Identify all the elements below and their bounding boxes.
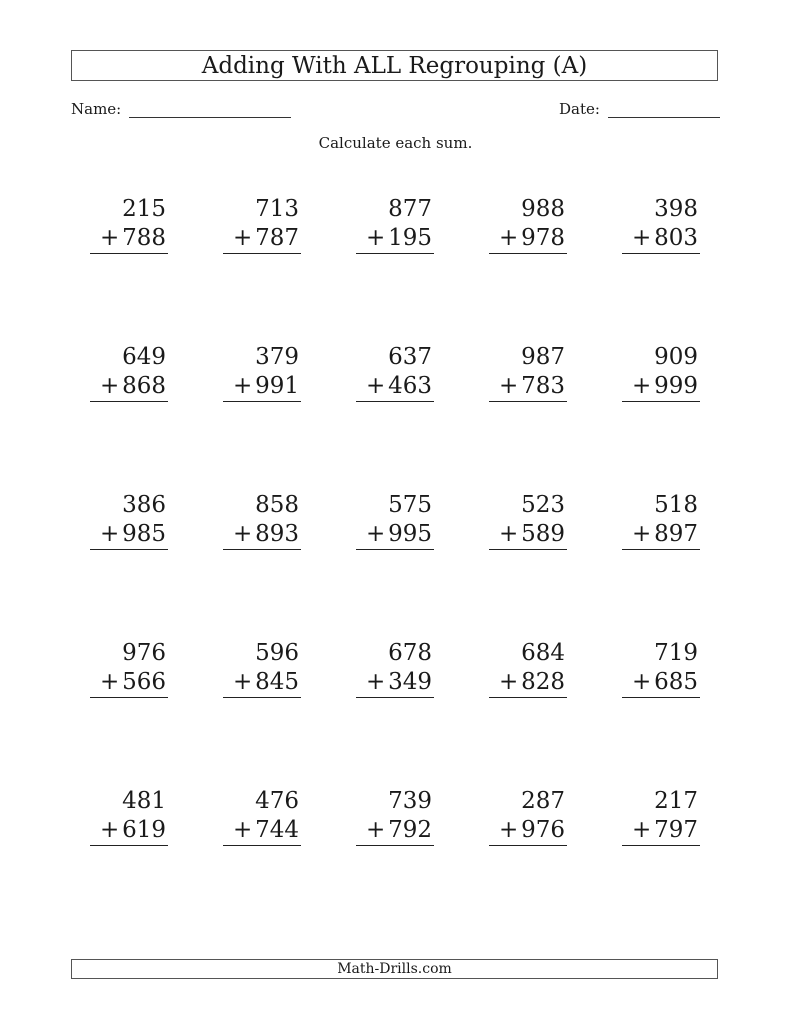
addend-bottom: 893 (255, 521, 299, 547)
addition-problem (489, 343, 567, 491)
addend-bottom: 463 (388, 373, 432, 399)
addend-top: 287 (521, 788, 565, 814)
addend-bottom: 349 (388, 669, 432, 695)
plus-sign: + (366, 521, 386, 547)
addend-top: 476 (255, 788, 299, 814)
plus-sign: + (233, 669, 253, 695)
addend-bottom: 995 (388, 521, 432, 547)
plus-sign: + (632, 817, 652, 843)
addition-problem (356, 787, 434, 935)
addend-bottom: 828 (521, 669, 565, 695)
addend-top: 518 (654, 492, 698, 518)
addend-bottom-row (489, 520, 567, 550)
addend-top: 217 (654, 788, 698, 814)
addend-bottom-row (356, 816, 434, 846)
name-label: Name: (71, 100, 122, 118)
addition-problem (223, 787, 301, 935)
addend-bottom-row (90, 520, 168, 550)
addend-top: 678 (388, 640, 432, 666)
name-line (129, 97, 291, 118)
worksheet-title: Adding With ALL Regrouping (A) (71, 50, 718, 81)
addend-bottom-row (223, 816, 301, 846)
addition-problem (489, 491, 567, 639)
addend-bottom-row (622, 224, 700, 254)
instructions: Calculate each sum. (318, 134, 473, 152)
addend-top: 398 (654, 196, 698, 222)
addend-bottom-row (622, 668, 700, 698)
addend-bottom: 744 (255, 817, 299, 843)
addition-problem (489, 639, 567, 787)
addend-bottom-row (90, 668, 168, 698)
footer: Math-Drills.com (71, 959, 718, 979)
addend-top: 719 (654, 640, 698, 666)
date-line (608, 97, 720, 118)
addend-bottom-row (356, 520, 434, 550)
addend-top: 637 (388, 344, 432, 370)
addend-top: 684 (521, 640, 565, 666)
addend-top: 523 (521, 492, 565, 518)
addition-problem (90, 195, 168, 343)
addend-bottom-row (90, 224, 168, 254)
addend-bottom-row (356, 668, 434, 698)
addition-problem (622, 491, 700, 639)
addition-problem (223, 491, 301, 639)
plus-sign: + (100, 225, 120, 251)
name-field (71, 97, 291, 118)
plus-sign: + (632, 225, 652, 251)
plus-sign: + (366, 669, 386, 695)
addend-bottom: 195 (388, 225, 432, 251)
addend-top: 215 (122, 196, 166, 222)
addend-top: 575 (388, 492, 432, 518)
addend-bottom-row (622, 372, 700, 402)
plus-sign: + (366, 225, 386, 251)
addition-problem (90, 343, 168, 491)
addition-problem (489, 195, 567, 343)
plus-sign: + (366, 373, 386, 399)
addend-bottom-row (223, 224, 301, 254)
addend-bottom: 897 (654, 521, 698, 547)
addend-top: 386 (122, 492, 166, 518)
plus-sign: + (366, 817, 386, 843)
addend-bottom: 787 (255, 225, 299, 251)
addend-bottom: 685 (654, 669, 698, 695)
addend-bottom: 999 (654, 373, 698, 399)
plus-sign: + (632, 521, 652, 547)
addend-top: 379 (255, 344, 299, 370)
plus-sign: + (100, 521, 120, 547)
addend-bottom: 978 (521, 225, 565, 251)
addend-top: 987 (521, 344, 565, 370)
addition-problem (622, 787, 700, 935)
addend-top: 909 (654, 344, 698, 370)
addend-bottom: 792 (388, 817, 432, 843)
addend-bottom: 619 (122, 817, 166, 843)
plus-sign: + (499, 669, 519, 695)
addend-bottom: 797 (654, 817, 698, 843)
addition-problem (356, 639, 434, 787)
addition-problem (90, 787, 168, 935)
plus-sign: + (632, 373, 652, 399)
addition-problem (622, 343, 700, 491)
addend-bottom: 991 (255, 373, 299, 399)
plus-sign: + (100, 669, 120, 695)
addend-bottom-row (489, 372, 567, 402)
addend-bottom: 976 (521, 817, 565, 843)
addend-top: 481 (122, 788, 166, 814)
addition-problem (90, 639, 168, 787)
addend-bottom-row (223, 520, 301, 550)
addend-bottom: 783 (521, 373, 565, 399)
addend-bottom: 589 (521, 521, 565, 547)
plus-sign: + (499, 521, 519, 547)
addition-problem (356, 343, 434, 491)
plus-sign: + (499, 817, 519, 843)
addition-problem (223, 639, 301, 787)
plus-sign: + (100, 373, 120, 399)
addition-problem (489, 787, 567, 935)
addend-bottom: 985 (122, 521, 166, 547)
addend-bottom-row (356, 372, 434, 402)
addition-problem (223, 343, 301, 491)
date-label: Date: (559, 100, 600, 118)
addend-bottom-row (356, 224, 434, 254)
addend-top: 649 (122, 344, 166, 370)
addend-bottom: 868 (122, 373, 166, 399)
plus-sign: + (233, 225, 253, 251)
addend-top: 713 (255, 196, 299, 222)
addition-problem (622, 195, 700, 343)
addition-problem (622, 639, 700, 787)
addition-problem (356, 491, 434, 639)
plus-sign: + (233, 817, 253, 843)
addend-bottom-row (223, 372, 301, 402)
plus-sign: + (233, 521, 253, 547)
addend-bottom-row (223, 668, 301, 698)
date-field (559, 97, 720, 118)
addend-top: 858 (255, 492, 299, 518)
addend-bottom-row (489, 668, 567, 698)
addend-bottom: 845 (255, 669, 299, 695)
plus-sign: + (632, 669, 652, 695)
addend-top: 739 (388, 788, 432, 814)
addend-top: 988 (521, 196, 565, 222)
addition-problem (223, 195, 301, 343)
plus-sign: + (499, 373, 519, 399)
addend-bottom-row (489, 224, 567, 254)
addend-top: 877 (388, 196, 432, 222)
addend-bottom-row (622, 520, 700, 550)
addend-bottom-row (622, 816, 700, 846)
addend-top: 976 (122, 640, 166, 666)
plus-sign: + (100, 817, 120, 843)
addend-bottom: 803 (654, 225, 698, 251)
problem-grid (90, 195, 710, 935)
addend-top: 596 (255, 640, 299, 666)
addend-bottom-row (90, 816, 168, 846)
plus-sign: + (233, 373, 253, 399)
plus-sign: + (499, 225, 519, 251)
addition-problem (90, 491, 168, 639)
addition-problem (356, 195, 434, 343)
addend-bottom: 566 (122, 669, 166, 695)
addend-bottom-row (489, 816, 567, 846)
addend-bottom: 788 (122, 225, 166, 251)
addend-bottom-row (90, 372, 168, 402)
